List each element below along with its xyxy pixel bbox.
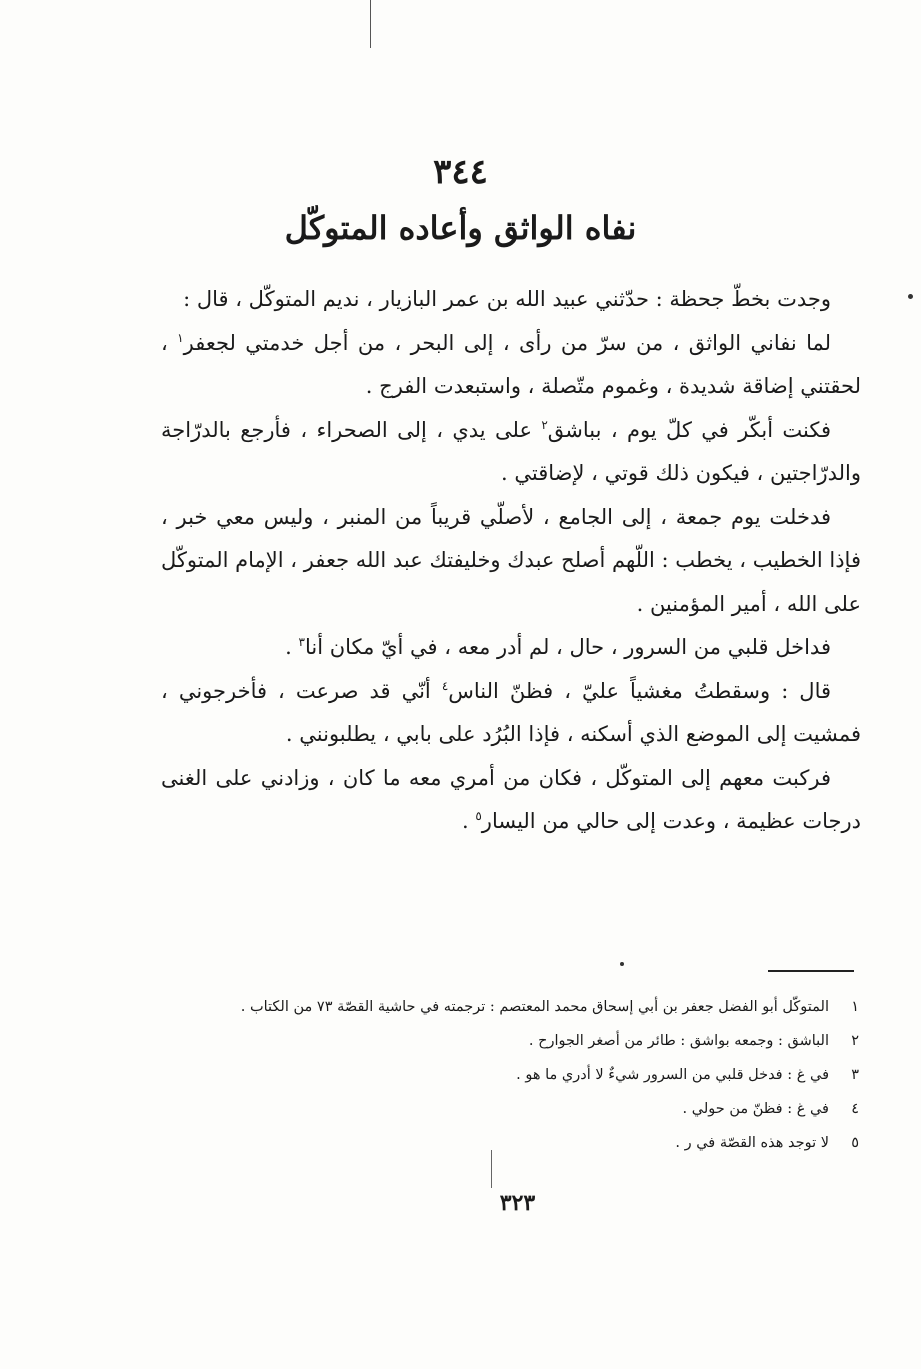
paragraph-2-text-b: ، لحقتني إضاقة شديدة ، وغموم متّصلة ، واستبعدت الفرج . xyxy=(161,330,861,398)
top-divider-line xyxy=(370,0,371,48)
paragraph-1: وجدت بخطّ جحظة : حدّثني عبيد الله بن عمر البازيار ، نديم المتوكّل ، قال : xyxy=(183,287,831,311)
footnote-2 xyxy=(159,1024,859,1058)
paragraph-4: فدخلت يوم جمعة ، إلى الجامع ، لأصلّي قريباً من المنبر ، وليس معي خبر ، فإذا الخطيب ، يخطب : اللّهم أصلح عبدك وخليفتك عبد الله جعفر ، الإمام المتوكّل على الله ، أمير المؤمنين . xyxy=(161,504,861,616)
paragraph-2 xyxy=(161,322,861,409)
print-dot xyxy=(620,962,624,966)
paragraph-5-text-b: . xyxy=(285,635,299,659)
footnote-text: لا توجد هذه القصّة في ر . xyxy=(675,1135,829,1151)
footnote-number: ٢ xyxy=(851,1033,859,1049)
margin-dot xyxy=(908,294,913,299)
story-title: نفاه الواثق وأعاده المتوكّل xyxy=(284,209,637,247)
paragraph-3-text-a: فكنت أبكّر في كلّ يوم ، بباشق xyxy=(547,417,831,442)
paragraph-7-text-b: . xyxy=(461,809,476,833)
story-number: ٣٤٤ xyxy=(433,152,488,192)
footnote-ref-1: ١ xyxy=(177,330,184,345)
paragraph-6 xyxy=(161,670,861,757)
footnote-4 xyxy=(159,1092,859,1126)
footnote-text: الباشق : وجمعه بواشق : طائر من أصغر الجوارح . xyxy=(528,1033,829,1049)
story-body xyxy=(161,278,861,844)
footnote-number: ٣ xyxy=(851,1067,859,1083)
paragraph-3 xyxy=(161,409,861,496)
footnote-1 xyxy=(159,990,859,1024)
paragraph-2-text-a: لما نفاني الواثق ، من سرّ من رأى ، إلى البحر ، من أجل خدمتي لجعفر xyxy=(183,330,832,355)
paragraph-7 xyxy=(161,757,861,844)
bottom-divider-line xyxy=(491,1150,492,1188)
footnote-divider xyxy=(768,970,854,972)
paragraph-5-text-a: فداخل قلبي من السرور ، حال ، لم أدر معه ، في أيّ مكان أنا xyxy=(304,635,831,659)
footnote-text: المتوكّل أبو الفضل جعفر بن أبي إسحاق محمد المعتصم : ترجمته في حاشية القصّة ٧٣ من الكتاب . xyxy=(240,999,829,1015)
footnote-3 xyxy=(159,1058,859,1092)
page-number: ٣٢٣ xyxy=(499,1190,536,1216)
paragraph-6-text-a: قال : وسقطتُ مغشياً عليّ ، فظنّ الناس xyxy=(448,678,832,703)
paragraph-3-text-b: على يدي ، إلى الصحراء ، فأرجع بالدرّاجة والدرّاجتين ، فيكون ذلك قوتي ، لإضاقتي . xyxy=(161,417,861,485)
paragraph-7-text-a: فركبت معهم إلى المتوكّل ، فكان من أمري معه ما كان ، وزادني على الغنى درجات عظيمة ، وعدت إلى حالي من اليسار xyxy=(161,765,861,833)
footnote-ref-4: ٤ xyxy=(441,678,449,693)
footnote-ref-3: ٣ xyxy=(298,635,305,649)
footnote-5 xyxy=(159,1126,859,1160)
footnote-text: في غ : فدخل قلبي من السرور شيءٌ لا أدري ما هو . xyxy=(516,1067,829,1083)
paragraph-5 xyxy=(161,626,861,670)
footnote-ref-2: ٢ xyxy=(541,417,548,432)
footnote-ref-5: ٥ xyxy=(475,809,482,823)
footnote-number: ١ xyxy=(851,999,859,1015)
footnote-number: ٥ xyxy=(851,1135,859,1151)
footnote-number: ٤ xyxy=(851,1101,859,1117)
footnote-text: في غ : فظنّ من حولي . xyxy=(682,1101,829,1117)
footnotes xyxy=(159,990,859,1160)
paragraph-6-text-b: أنّي قد صرعت ، فأخرجوني ، فمشيت إلى الموضع الذي أسكنه ، فإذا البُرُد على بابي ، يطلبونني . xyxy=(161,678,861,746)
